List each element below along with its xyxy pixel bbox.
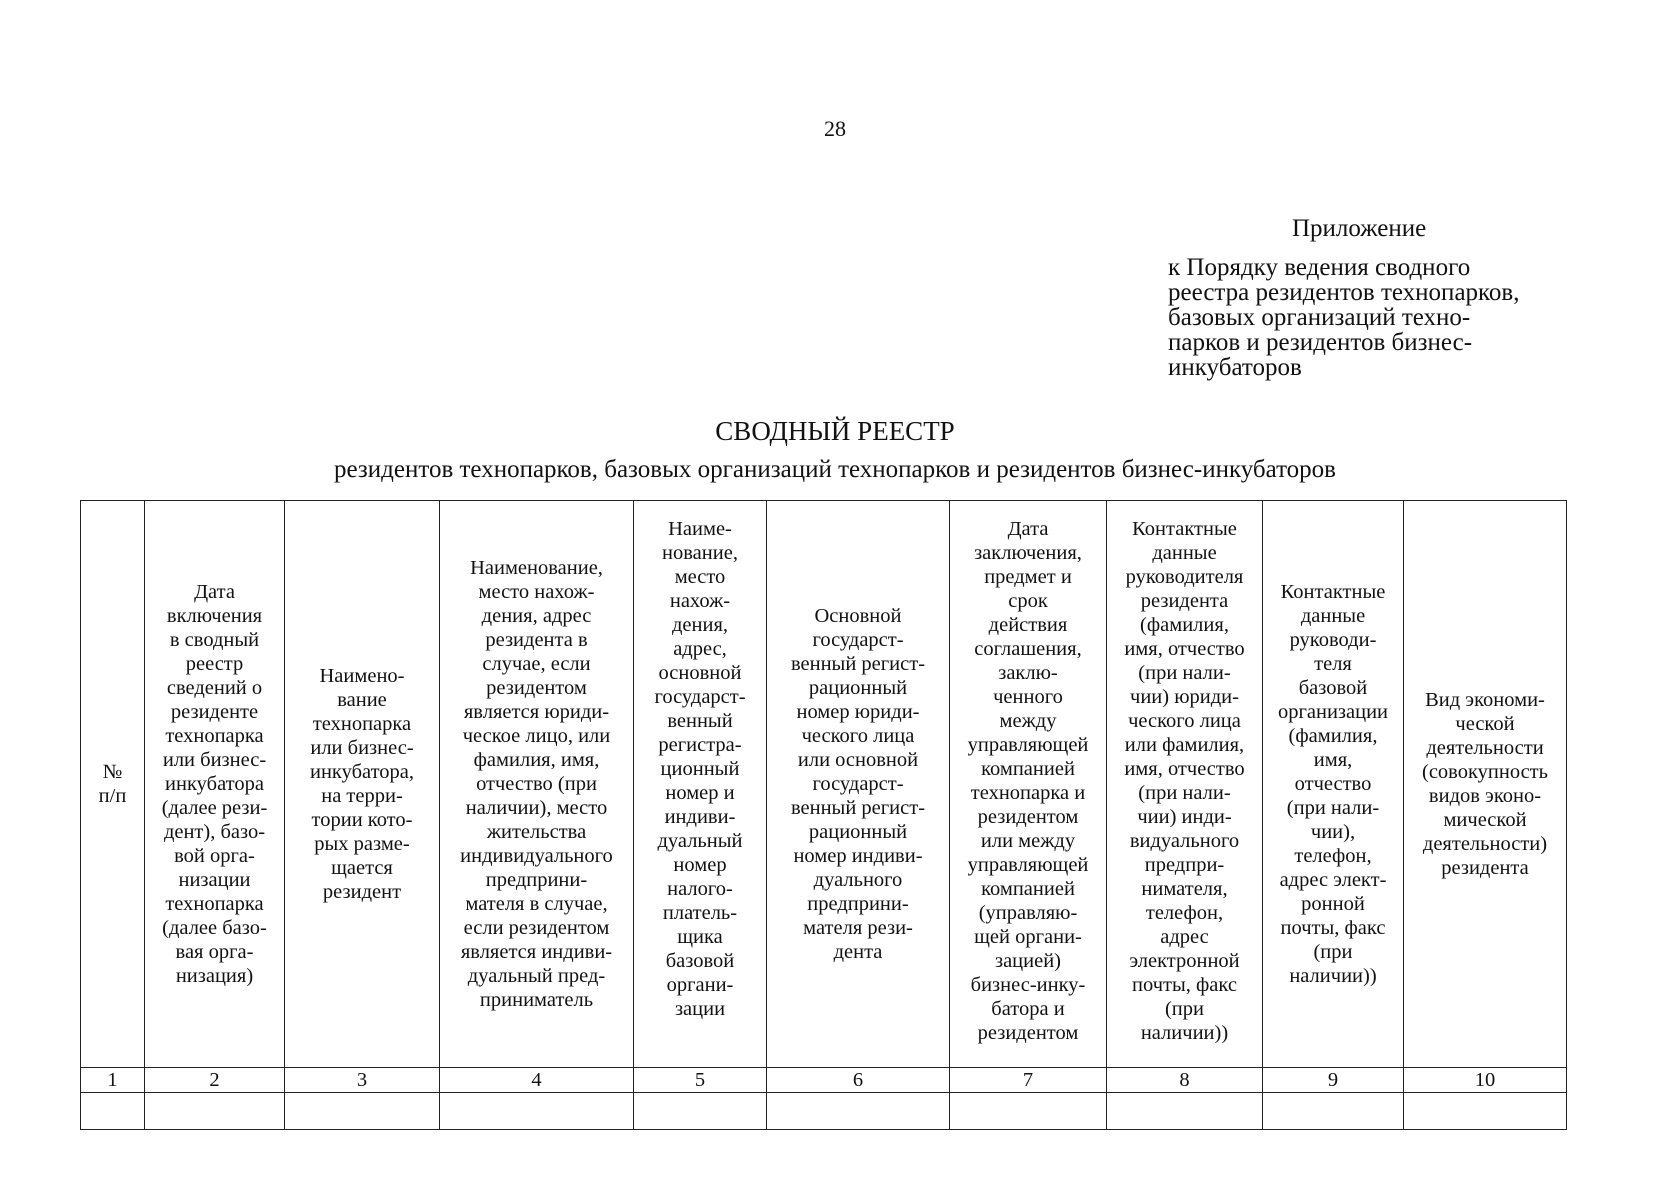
header-cell-inclusion-date: Дата включения в сводный реестр сведений о резиденте технопарка или бизнес- инкубатора (далее рези- дент), базо- вой орга- низации технопарка (далее базо- вая орга- низация)	[145, 501, 285, 1068]
header-cell-agreement: Дата заключения, предмет и срок действия соглашения, заклю- ченного между управляющей компанией технопарка и резидентом или между управляющей компанией (управляю- щей органи- зацией) бизнес-инку- батора и резидентом	[950, 501, 1107, 1068]
document-title: СВОДНЫЙ РЕЕСТР	[715, 416, 955, 446]
header-cell-row-number: № п/п	[81, 501, 145, 1068]
registry-table	[80, 500, 1567, 1130]
column-number-cell: 7	[950, 1068, 1107, 1093]
appendix-line: базовых организаций техно-	[1168, 304, 1471, 331]
column-number-cell: 1	[81, 1068, 145, 1093]
empty-cell	[145, 1093, 285, 1130]
column-number-row	[81, 1068, 1567, 1093]
document-subtitle: резидентов технопарков, базовых организаций технопарков и резидентов бизнес-инкубаторов	[334, 456, 1336, 483]
empty-cell	[767, 1093, 950, 1130]
appendix-line: реестра резидентов технопарков,	[1168, 279, 1520, 306]
empty-cell	[1107, 1093, 1263, 1130]
header-cell-resident-name-address: Наименование, место нахож- дения, адрес резидента в случае, если резидентом является юриди- ческое лицо, или фамилия, имя, отчество (при наличии), место жительства индивидуального предприни- мателя в случае, если резидентом является индиви- дуальный пред- приниматель	[440, 501, 634, 1068]
empty-cell	[634, 1093, 767, 1130]
header-cell-base-org-contacts: Контактные данные руководи- теля базовой организации (фамилия, имя, отчество (при нали- чии), телефон, адрес элект- ронной почты, факс (при наличии))	[1263, 501, 1404, 1068]
column-number-cell: 9	[1263, 1068, 1404, 1093]
page-number: 28	[824, 116, 846, 141]
header-cell-base-organization: Наиме- нование, место нахож- дения, адрес, основной государст- венный регистра- ционный номер и индиви- дуальный номер налого- платель- щика базовой органи- зации	[634, 501, 767, 1068]
appendix-block	[1168, 216, 1588, 380]
column-number-cell: 2	[145, 1068, 285, 1093]
appendix-line: к Порядку ведения сводного	[1168, 254, 1471, 281]
header-cell-ogrn: Основной государст- венный регист- рационный номер юриди- ческого лица или основной государст- венный регист- рационный номер индиви- дуального предприни- мателя рези- дента	[767, 501, 950, 1068]
header-cell-technopark-name: Наимено- вание технопарка или бизнес- инкубатора, на терри- тории кото- рых разме- щается резидент	[285, 501, 440, 1068]
column-number-cell: 6	[767, 1068, 950, 1093]
empty-cell	[285, 1093, 440, 1130]
appendix-line: инкубаторов	[1168, 354, 1302, 381]
column-number-cell: 5	[634, 1068, 767, 1093]
empty-cell	[1404, 1093, 1567, 1130]
empty-cell	[950, 1093, 1107, 1130]
header-cell-resident-contacts: Контактные данные руководителя резидента (фамилия, имя, отчество (при нали- чии) юриди- ческого лица или фамилия, имя, отчество (при нали- чии) инди- видуального предпри- нимателя, телефон, адрес электронной почты, факс (при наличии))	[1107, 501, 1263, 1068]
table-row	[81, 1093, 1567, 1130]
column-number-cell: 8	[1107, 1068, 1263, 1093]
appendix-title: Приложение	[1292, 215, 1427, 242]
empty-cell	[81, 1093, 145, 1130]
empty-cell	[1263, 1093, 1404, 1130]
column-number-cell: 3	[285, 1068, 440, 1093]
appendix-line: парков и резидентов бизнес-	[1168, 329, 1473, 356]
header-cell-economic-activity: Вид экономи- ческой деятельности (совокупность видов эконо- мической деятельности) резидента	[1404, 501, 1567, 1068]
column-number-cell: 4	[440, 1068, 634, 1093]
table-header-row	[81, 501, 1567, 1068]
column-number-cell: 10	[1404, 1068, 1567, 1093]
empty-cell	[440, 1093, 634, 1130]
